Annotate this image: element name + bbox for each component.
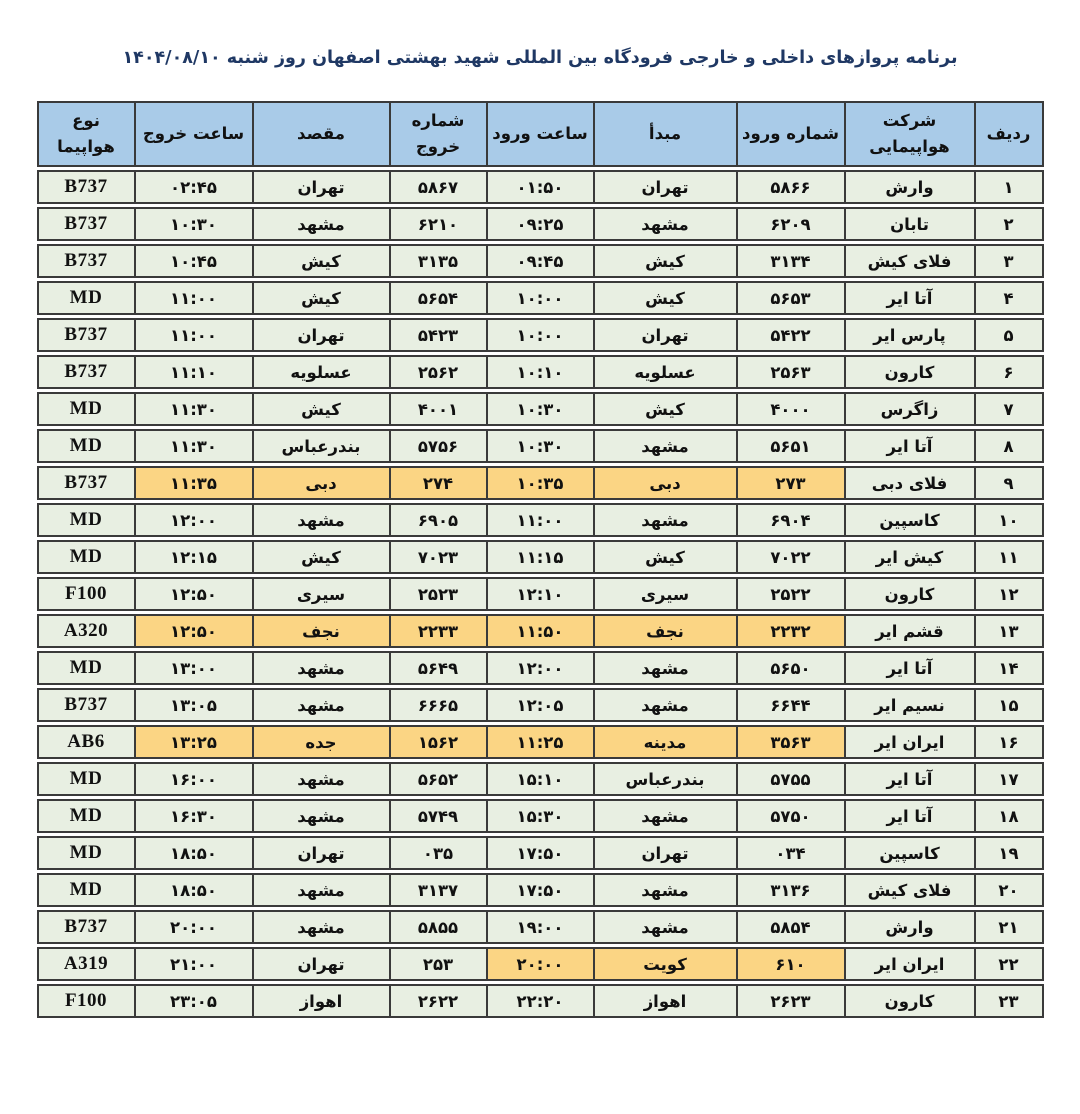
cell-dest: سیری (252, 577, 389, 611)
cell-airline: آتا ایر (844, 429, 974, 463)
cell-arr_no: ۷۰۲۲ (736, 540, 844, 574)
cell-arr_time: ۰۹:۲۵ (486, 207, 593, 241)
column-header-origin: مبدأ (593, 101, 736, 167)
cell-arr_no: ۵۶۵۰ (736, 651, 844, 685)
cell-dep_no: ۲۵۶۲ (389, 355, 486, 389)
page-title: برنامه پروازهای داخلی و خارجی فرودگاه بین المللی شهید بهشتی اصفهان روز شنبه ۱۴۰۴/۰۸/۱۰ (122, 48, 958, 68)
cell-origin: مشهد (593, 429, 736, 463)
cell-arr_no: ۵۷۵۰ (736, 799, 844, 833)
cell-arr_no: ۳۵۶۳ (736, 725, 844, 759)
flight-row (37, 688, 1044, 722)
cell-arr_time: ۱۰:۰۰ (486, 318, 593, 352)
cell-arr_no: ۳۱۳۶ (736, 873, 844, 907)
cell-arr_no: ۵۶۵۱ (736, 429, 844, 463)
cell-dep_no: ۴۰۰۱ (389, 392, 486, 426)
flight-row (37, 540, 1044, 574)
cell-dep_no: ۶۲۱۰ (389, 207, 486, 241)
cell-arr_no: ۵۶۵۳ (736, 281, 844, 315)
cell-airline: کارون (844, 355, 974, 389)
cell-radif: ۲۳ (974, 984, 1044, 1018)
cell-dep_time: ۲۱:۰۰ (134, 947, 252, 981)
cell-dep_no: ۵۶۵۴ (389, 281, 486, 315)
cell-radif: ۱۵ (974, 688, 1044, 722)
flight-row (37, 466, 1044, 500)
cell-arr_no: ۴۰۰۰ (736, 392, 844, 426)
cell-dep_no: ۳۱۳۷ (389, 873, 486, 907)
cell-aircraft: B737 (37, 244, 134, 278)
cell-radif: ۷ (974, 392, 1044, 426)
cell-radif: ۲۰ (974, 873, 1044, 907)
cell-radif: ۱۴ (974, 651, 1044, 685)
cell-arr_no: ۵۷۵۵ (736, 762, 844, 796)
cell-dep_no: ۶۹۰۵ (389, 503, 486, 537)
cell-arr_time: ۱۰:۳۵ (486, 466, 593, 500)
cell-origin: تهران (593, 318, 736, 352)
cell-dep_time: ۱۰:۴۵ (134, 244, 252, 278)
cell-aircraft: MD (37, 873, 134, 907)
cell-radif: ۲۱ (974, 910, 1044, 944)
cell-dep_no: ۶۶۶۵ (389, 688, 486, 722)
cell-arr_no: ۲۷۳ (736, 466, 844, 500)
cell-dest: تهران (252, 836, 389, 870)
cell-dest: تهران (252, 170, 389, 204)
cell-airline: آتا ایر (844, 281, 974, 315)
cell-arr_time: ۱۰:۳۰ (486, 392, 593, 426)
cell-dep_no: ۵۸۶۷ (389, 170, 486, 204)
cell-arr_no: ۵۸۶۶ (736, 170, 844, 204)
cell-airline: کارون (844, 984, 974, 1018)
cell-origin: مدینه (593, 725, 736, 759)
cell-dep_time: ۱۶:۳۰ (134, 799, 252, 833)
cell-radif: ۸ (974, 429, 1044, 463)
cell-arr_no: ۶۹۰۴ (736, 503, 844, 537)
cell-dep_time: ۱۱:۰۰ (134, 318, 252, 352)
flight-row (37, 836, 1044, 870)
cell-aircraft: F100 (37, 577, 134, 611)
cell-arr_time: ۱۷:۵۰ (486, 836, 593, 870)
cell-arr_time: ۱۰:۳۰ (486, 429, 593, 463)
cell-dest: جده (252, 725, 389, 759)
cell-arr_no: ۵۴۲۲ (736, 318, 844, 352)
cell-arr_no: ۶۶۴۴ (736, 688, 844, 722)
flight-row (37, 910, 1044, 944)
cell-aircraft: AB6 (37, 725, 134, 759)
cell-aircraft: B737 (37, 207, 134, 241)
cell-aircraft: MD (37, 799, 134, 833)
cell-radif: ۳ (974, 244, 1044, 278)
cell-aircraft: MD (37, 651, 134, 685)
cell-aircraft: B737 (37, 688, 134, 722)
cell-origin: مشهد (593, 799, 736, 833)
cell-origin: سیری (593, 577, 736, 611)
header-row (37, 101, 1044, 167)
cell-dep_time: ۱۱:۳۰ (134, 429, 252, 463)
cell-dep_no: ۵۶۵۲ (389, 762, 486, 796)
cell-arr_no: ۶۲۰۹ (736, 207, 844, 241)
cell-dest: مشهد (252, 688, 389, 722)
cell-dest: مشهد (252, 762, 389, 796)
cell-origin: تهران (593, 836, 736, 870)
cell-dep_time: ۱۶:۰۰ (134, 762, 252, 796)
cell-dest: دبی (252, 466, 389, 500)
cell-dep_time: ۱۱:۰۰ (134, 281, 252, 315)
cell-aircraft: B737 (37, 466, 134, 500)
flight-row (37, 281, 1044, 315)
cell-dep_no: ۵۷۴۹ (389, 799, 486, 833)
cell-aircraft: MD (37, 281, 134, 315)
cell-airline: کاسپین (844, 836, 974, 870)
cell-aircraft: B737 (37, 910, 134, 944)
cell-dep_no: ۷۰۲۳ (389, 540, 486, 574)
cell-airline: آتا ایر (844, 799, 974, 833)
cell-arr_time: ۰۹:۴۵ (486, 244, 593, 278)
cell-dest: بندرعباس (252, 429, 389, 463)
cell-dest: مشهد (252, 910, 389, 944)
cell-radif: ۴ (974, 281, 1044, 315)
cell-radif: ۱۹ (974, 836, 1044, 870)
cell-origin: مشهد (593, 910, 736, 944)
cell-airline: کیش ایر (844, 540, 974, 574)
flight-row (37, 207, 1044, 241)
flight-row (37, 318, 1044, 352)
cell-origin: مشهد (593, 207, 736, 241)
cell-airline: کارون (844, 577, 974, 611)
cell-dep_no: ۵۶۴۹ (389, 651, 486, 685)
cell-arr_time: ۱۲:۰۵ (486, 688, 593, 722)
cell-dep_time: ۱۲:۱۵ (134, 540, 252, 574)
cell-arr_time: ۲۲:۲۰ (486, 984, 593, 1018)
cell-dep_time: ۱۸:۵۰ (134, 836, 252, 870)
cell-origin: کیش (593, 281, 736, 315)
cell-arr_no: ۲۵۶۳ (736, 355, 844, 389)
cell-radif: ۱ (974, 170, 1044, 204)
cell-dep_no: ۵۷۵۶ (389, 429, 486, 463)
cell-airline: فلای کیش (844, 873, 974, 907)
cell-radif: ۲۲ (974, 947, 1044, 981)
column-header-radif: ردیف (974, 101, 1044, 167)
cell-arr_time: ۲۰:۰۰ (486, 947, 593, 981)
cell-dep_time: ۱۱:۱۰ (134, 355, 252, 389)
cell-arr_time: ۱۱:۰۰ (486, 503, 593, 537)
flight-row (37, 170, 1044, 204)
cell-arr_no: ۵۸۵۴ (736, 910, 844, 944)
cell-arr_no: ۲۲۳۲ (736, 614, 844, 648)
cell-arr_no: ۳۱۳۴ (736, 244, 844, 278)
column-header-airline: شرکت هواپیمایی (844, 101, 974, 167)
cell-dep_time: ۱۲:۵۰ (134, 614, 252, 648)
cell-aircraft: A320 (37, 614, 134, 648)
flight-row (37, 392, 1044, 426)
cell-airline: ایران ایر (844, 947, 974, 981)
cell-dep_time: ۲۰:۰۰ (134, 910, 252, 944)
cell-arr_no: ۶۱۰ (736, 947, 844, 981)
cell-origin: مشهد (593, 651, 736, 685)
cell-airline: کاسپین (844, 503, 974, 537)
cell-airline: آتا ایر (844, 651, 974, 685)
cell-dest: تهران (252, 318, 389, 352)
cell-aircraft: F100 (37, 984, 134, 1018)
cell-dep_time: ۱۱:۳۰ (134, 392, 252, 426)
cell-arr_time: ۱۵:۱۰ (486, 762, 593, 796)
cell-aircraft: MD (37, 392, 134, 426)
cell-dep_no: ۳۱۳۵ (389, 244, 486, 278)
cell-dep_no: ۵۸۵۵ (389, 910, 486, 944)
cell-airline: نسیم ایر (844, 688, 974, 722)
cell-aircraft: MD (37, 836, 134, 870)
cell-arr_no: ۲۶۲۳ (736, 984, 844, 1018)
column-header-dest: مقصد (252, 101, 389, 167)
cell-origin: کیش (593, 392, 736, 426)
cell-airline: فلای دبی (844, 466, 974, 500)
flight-row (37, 873, 1044, 907)
cell-origin: مشهد (593, 503, 736, 537)
cell-radif: ۲ (974, 207, 1044, 241)
cell-aircraft: A319 (37, 947, 134, 981)
cell-aircraft: MD (37, 762, 134, 796)
cell-dep_time: ۱۳:۰۵ (134, 688, 252, 722)
cell-dep_time: ۱۰:۳۰ (134, 207, 252, 241)
cell-radif: ۱۸ (974, 799, 1044, 833)
cell-arr_no: ۲۵۲۲ (736, 577, 844, 611)
cell-arr_time: ۱۱:۲۵ (486, 725, 593, 759)
cell-dep_time: ۱۲:۵۰ (134, 577, 252, 611)
flight-row (37, 577, 1044, 611)
cell-origin: کیش (593, 540, 736, 574)
cell-dest: مشهد (252, 651, 389, 685)
flight-row (37, 762, 1044, 796)
cell-origin: کیش (593, 244, 736, 278)
cell-dep_no: ۲۶۲۲ (389, 984, 486, 1018)
cell-aircraft: B737 (37, 170, 134, 204)
cell-radif: ۵ (974, 318, 1044, 352)
cell-dest: مشهد (252, 873, 389, 907)
cell-radif: ۱۱ (974, 540, 1044, 574)
cell-dep_time: ۱۳:۰۰ (134, 651, 252, 685)
cell-dep_no: ۵۴۲۳ (389, 318, 486, 352)
cell-origin: اهواز (593, 984, 736, 1018)
column-header-aircraft: نوع هواپیما (37, 101, 134, 167)
cell-dep_no: ۲۵۲۳ (389, 577, 486, 611)
flight-row (37, 984, 1044, 1018)
cell-airline: زاگرس (844, 392, 974, 426)
flight-row (37, 355, 1044, 389)
cell-dep_time: ۲۳:۰۵ (134, 984, 252, 1018)
table-body (37, 170, 1044, 1018)
cell-dep_time: ۱۱:۳۵ (134, 466, 252, 500)
cell-dep_no: ۲۲۳۳ (389, 614, 486, 648)
cell-airline: قشم ایر (844, 614, 974, 648)
cell-origin: کویت (593, 947, 736, 981)
column-header-arr_no: شماره ورود (736, 101, 844, 167)
cell-dep_time: ۰۲:۴۵ (134, 170, 252, 204)
cell-dep_no: ۱۵۶۲ (389, 725, 486, 759)
cell-arr_time: ۱۰:۰۰ (486, 281, 593, 315)
cell-dest: مشهد (252, 207, 389, 241)
cell-origin: نجف (593, 614, 736, 648)
cell-dest: کیش (252, 540, 389, 574)
cell-radif: ۱۳ (974, 614, 1044, 648)
flight-row (37, 947, 1044, 981)
flight-schedule-table (37, 98, 1044, 1021)
cell-dep_no: ۰۳۵ (389, 836, 486, 870)
cell-dest: کیش (252, 281, 389, 315)
column-header-dep_time: ساعت خروج (134, 101, 252, 167)
cell-radif: ۹ (974, 466, 1044, 500)
cell-arr_time: ۱۹:۰۰ (486, 910, 593, 944)
flight-row (37, 651, 1044, 685)
cell-dest: مشهد (252, 503, 389, 537)
cell-arr_time: ۱۱:۱۵ (486, 540, 593, 574)
cell-radif: ۱۷ (974, 762, 1044, 796)
cell-airline: ایران ایر (844, 725, 974, 759)
cell-origin: مشهد (593, 873, 736, 907)
table-header (37, 101, 1044, 167)
cell-arr_time: ۱۲:۱۰ (486, 577, 593, 611)
cell-dest: مشهد (252, 799, 389, 833)
cell-dep_time: ۱۳:۲۵ (134, 725, 252, 759)
cell-dest: نجف (252, 614, 389, 648)
cell-aircraft: B737 (37, 355, 134, 389)
cell-arr_time: ۱۵:۳۰ (486, 799, 593, 833)
flight-row (37, 725, 1044, 759)
cell-dep_time: ۱۲:۰۰ (134, 503, 252, 537)
cell-origin: بندرعباس (593, 762, 736, 796)
cell-origin: مشهد (593, 688, 736, 722)
flight-row (37, 799, 1044, 833)
cell-origin: دبی (593, 466, 736, 500)
cell-dest: کیش (252, 392, 389, 426)
cell-dep_no: ۲۷۴ (389, 466, 486, 500)
cell-arr_time: ۱۰:۱۰ (486, 355, 593, 389)
cell-origin: تهران (593, 170, 736, 204)
cell-aircraft: MD (37, 429, 134, 463)
cell-arr_no: ۰۳۴ (736, 836, 844, 870)
cell-airline: فلای کیش (844, 244, 974, 278)
cell-radif: ۱۶ (974, 725, 1044, 759)
cell-arr_time: ۱۷:۵۰ (486, 873, 593, 907)
cell-arr_time: ۱۲:۰۰ (486, 651, 593, 685)
cell-dest: عسلویه (252, 355, 389, 389)
cell-airline: وارش (844, 910, 974, 944)
cell-radif: ۱۰ (974, 503, 1044, 537)
cell-airline: تابان (844, 207, 974, 241)
column-header-dep_no: شماره خروج (389, 101, 486, 167)
cell-origin: عسلویه (593, 355, 736, 389)
flight-row (37, 244, 1044, 278)
cell-aircraft: MD (37, 503, 134, 537)
cell-radif: ۶ (974, 355, 1044, 389)
cell-arr_time: ۰۱:۵۰ (486, 170, 593, 204)
cell-airline: پارس ایر (844, 318, 974, 352)
flight-row (37, 429, 1044, 463)
cell-radif: ۱۲ (974, 577, 1044, 611)
cell-airline: وارش (844, 170, 974, 204)
cell-airline: آتا ایر (844, 762, 974, 796)
flight-row (37, 614, 1044, 648)
cell-dest: تهران (252, 947, 389, 981)
column-header-arr_time: ساعت ورود (486, 101, 593, 167)
cell-aircraft: MD (37, 540, 134, 574)
flight-row (37, 503, 1044, 537)
cell-dep_time: ۱۸:۵۰ (134, 873, 252, 907)
cell-aircraft: B737 (37, 318, 134, 352)
cell-arr_time: ۱۱:۵۰ (486, 614, 593, 648)
cell-dep_no: ۲۵۳ (389, 947, 486, 981)
cell-dest: اهواز (252, 984, 389, 1018)
cell-dest: کیش (252, 244, 389, 278)
